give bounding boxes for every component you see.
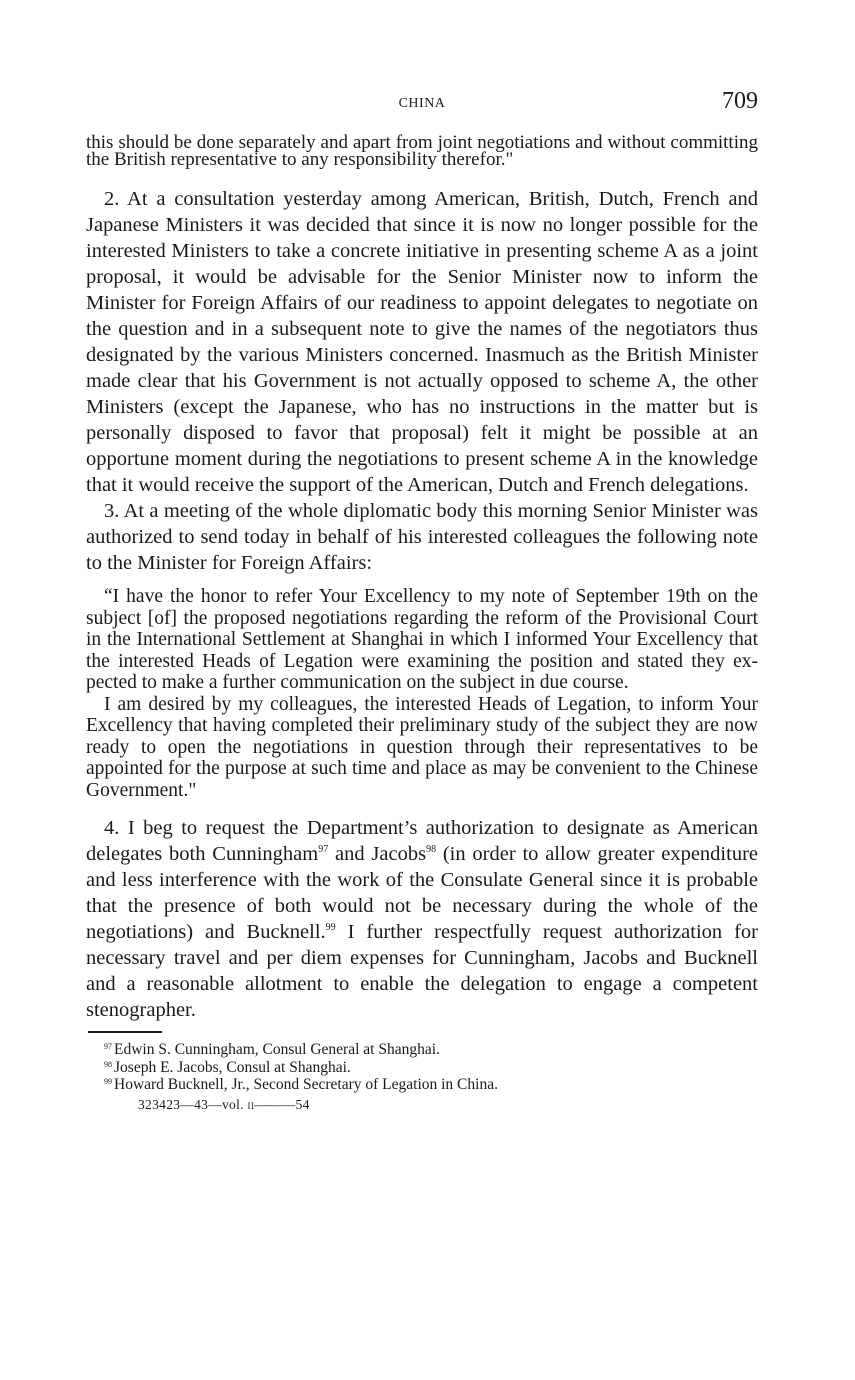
footnote-mark: 98: [104, 1059, 112, 1069]
paragraph-4-text-b: and Jacobs: [328, 843, 427, 865]
quote-continuation: this should be done separately and apart from joint negotiations and without committing the British representative to any responsibility therefor.": [86, 132, 758, 170]
page-number: 709: [722, 88, 758, 114]
footnote-97: [86, 1041, 758, 1059]
document-page: [86, 88, 758, 1113]
quoted-note: [86, 586, 758, 801]
footnote-mark: 97: [104, 1042, 112, 1051]
page-header: [86, 88, 758, 118]
print-code: [86, 1096, 758, 1114]
footnote-98: [86, 1059, 758, 1077]
footnote-99: [86, 1076, 758, 1094]
paragraph-3: 3. At a meeting of the whole diplomatic body this morning Senior Minister was authorized to send today in behalf of his interested colleagues the following note to the Minister for Foreign Affairs:: [86, 500, 758, 574]
paragraph-2: 2. At a consultation yesterday among American, British, Dutch, French and Japanese Ministers it was decided that since it is now no longer possible for the interested Ministers to take a concrete initiative in presenting scheme A as a joint proposal, it would be advisable for the Senior Minister now to inform the Minister for Foreign Affairs of our readiness to appoint delegates to negotiate on the question and in a subsequent note to give the names of the negotiators thus designated by the various Ministers concerned. Inasmuch as the British Minister made clear that his Government is not actually opposed to scheme A, the other Ministers (except the Japanese, who has no instructions in the matter but is personally disposed to favor that proposal) felt it might be possible at an opportune moment during the negotiations to present scheme A in the knowledge that it would receive the support of the American, Dutch and French delegations.: [86, 188, 758, 496]
print-code-number: 323423—43—vol.: [138, 1096, 248, 1112]
print-code-volume: ii: [247, 1096, 255, 1112]
footnote-ref-99: 99: [325, 922, 336, 933]
paragraph-4-text-c: (in order to allow greater expenditure and less interference with the work of the Consulate General since it is probable that the presence of both would not be necessary during the whole of the negotiations) and Bucknell.: [86, 843, 758, 943]
paragraph-4-text-d: I further respectfully request authorization for necessary travel and per diem expenses for Cunningham, Jacobs and Bucknell and a reasonable allotment to enable the delegation to engage a competent stenographer.: [86, 921, 758, 1021]
footnote-text: Howard Bucknell, Jr., Second Secretary of Legation in China.: [114, 1076, 498, 1093]
quoted-note-paragraph-1: “I have the honor to refer Your Excellency to my note of September 19th on the subject [of] the proposed negotiations regarding the reform of the Provisional Court in the International Settlement at Shanghai in which I informed Your Excellency that the interested Heads of Legation were examining the position and stated they expected to make a further communication on the subject in due course.: [86, 586, 758, 693]
paragraph-4-text-a: 4. I beg to request the Department’s authorization to designate as American delegates both Cunningham: [86, 817, 758, 865]
footnote-ref-97: 97: [318, 844, 329, 855]
paragraph-4: [86, 815, 758, 1023]
running-head: CHINA: [398, 96, 446, 111]
footnotes: [86, 1041, 758, 1113]
footnote-ref-98: 98: [426, 844, 437, 855]
footnote-text: Joseph E. Jacobs, Consul at Shanghai.: [114, 1058, 351, 1076]
quoted-note-paragraph-2: I am desired by my colleagues, the interested Heads of Legation, to inform Your Excellency that having completed their preliminary study of the subject they are now ready to open the negotiations in question through their representatives to be appointed for the purpose at such time and place as may be convenient to the Chinese Government.": [86, 693, 758, 801]
footnote-text: Edwin S. Cunningham, Consul General at Shanghai.: [114, 1041, 440, 1058]
print-code-sheet: ———54: [254, 1096, 310, 1112]
footnote-divider: [88, 1031, 162, 1033]
footnote-mark: 99: [104, 1077, 112, 1086]
